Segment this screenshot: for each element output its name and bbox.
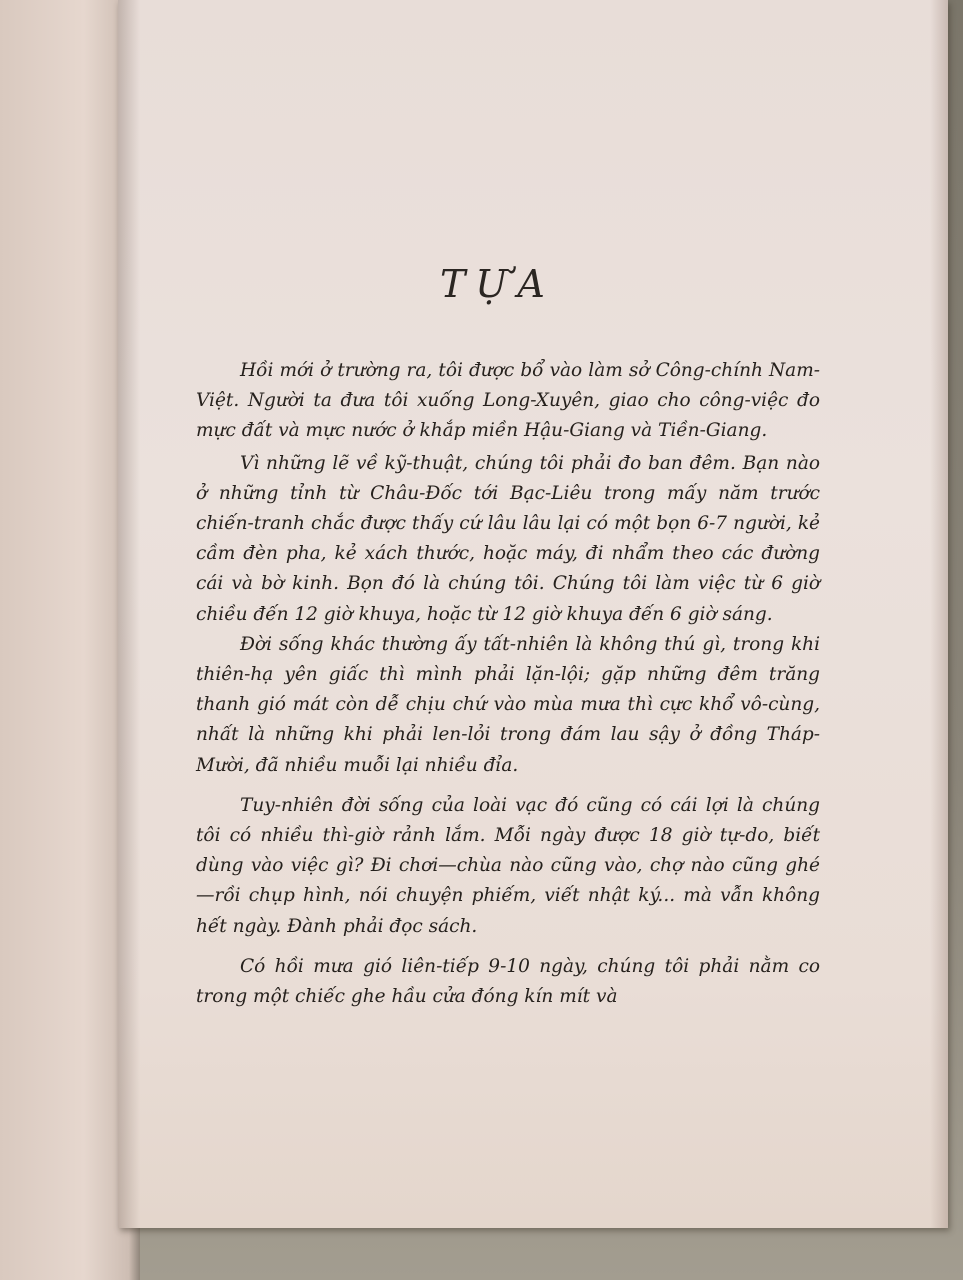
paragraph: Vì những lẽ về kỹ-thuật, chúng tôi phải đo ban đêm. Bạn nào ở những tỉnh từ Châu-Đốc tới Bạc-Liêu trong mấy năm trước chiến-tranh chắc được thấy cứ lâu lâu lại có một bọn 6-7 người, kẻ cầm đèn pha, kẻ xách thước, hoặc máy, đi nhẩm theo các đường cái và bờ kinh. Bọn đó là chúng tôi. Chúng tôi làm việc từ 6 giờ chiều đến 12 giờ khuya, hoặc từ 12 giờ khuya đến 6 giờ sáng.: [196, 452, 820, 625]
paragraph: Tuy-nhiên đời sống của loài vạc đó cũng có cái lợi là chúng tôi có nhiều thì-giờ rảnh lắm. Mỗi ngày được 18 giờ tự-do, biết dùng vào việc gì? Đi chơi—chùa nào cũng vào, chợ nào cũng ghé—rồi chụp hình, nói chuyện phiếm, viết nhật ký... mà vẫn không hết ngày. Đành phải đọc sách.: [196, 794, 820, 937]
page-gutter-shadow: [118, 0, 140, 1228]
paragraph: Hồi mới ở trường ra, tôi được bổ vào làm sở Công-chính Nam-Việt. Người ta đưa tôi xuống Long-Xuyên, giao cho công-việc đo mực đất và mực nước ở khắp miền Hậu-Giang và Tiền-Giang.: [196, 360, 820, 442]
paragraph: Đời sống khác thường ấy tất-nhiên là không thú gì, trong khi thiên-hạ yên giấc thì mình phải lặn-lội; gặp những đêm trăng thanh gió mát còn dễ chịu chứ vào mùa mưa thì cực khổ vô-cùng, nhất là những khi phải len-lỏi trong đám lau sậy ở đồng Tháp-Mười, đã nhiều muỗi lại nhiều đỉa.: [196, 633, 820, 776]
paragraph: Có hồi mưa gió liên-tiếp 9-10 ngày, chúng tôi phải nằm co trong một chiếc ghe hầu cửa đóng kín mít và: [196, 955, 820, 1008]
page-title: TỰA: [440, 262, 555, 306]
preface-body: [196, 356, 820, 1018]
page-right-edge: [930, 0, 948, 1228]
